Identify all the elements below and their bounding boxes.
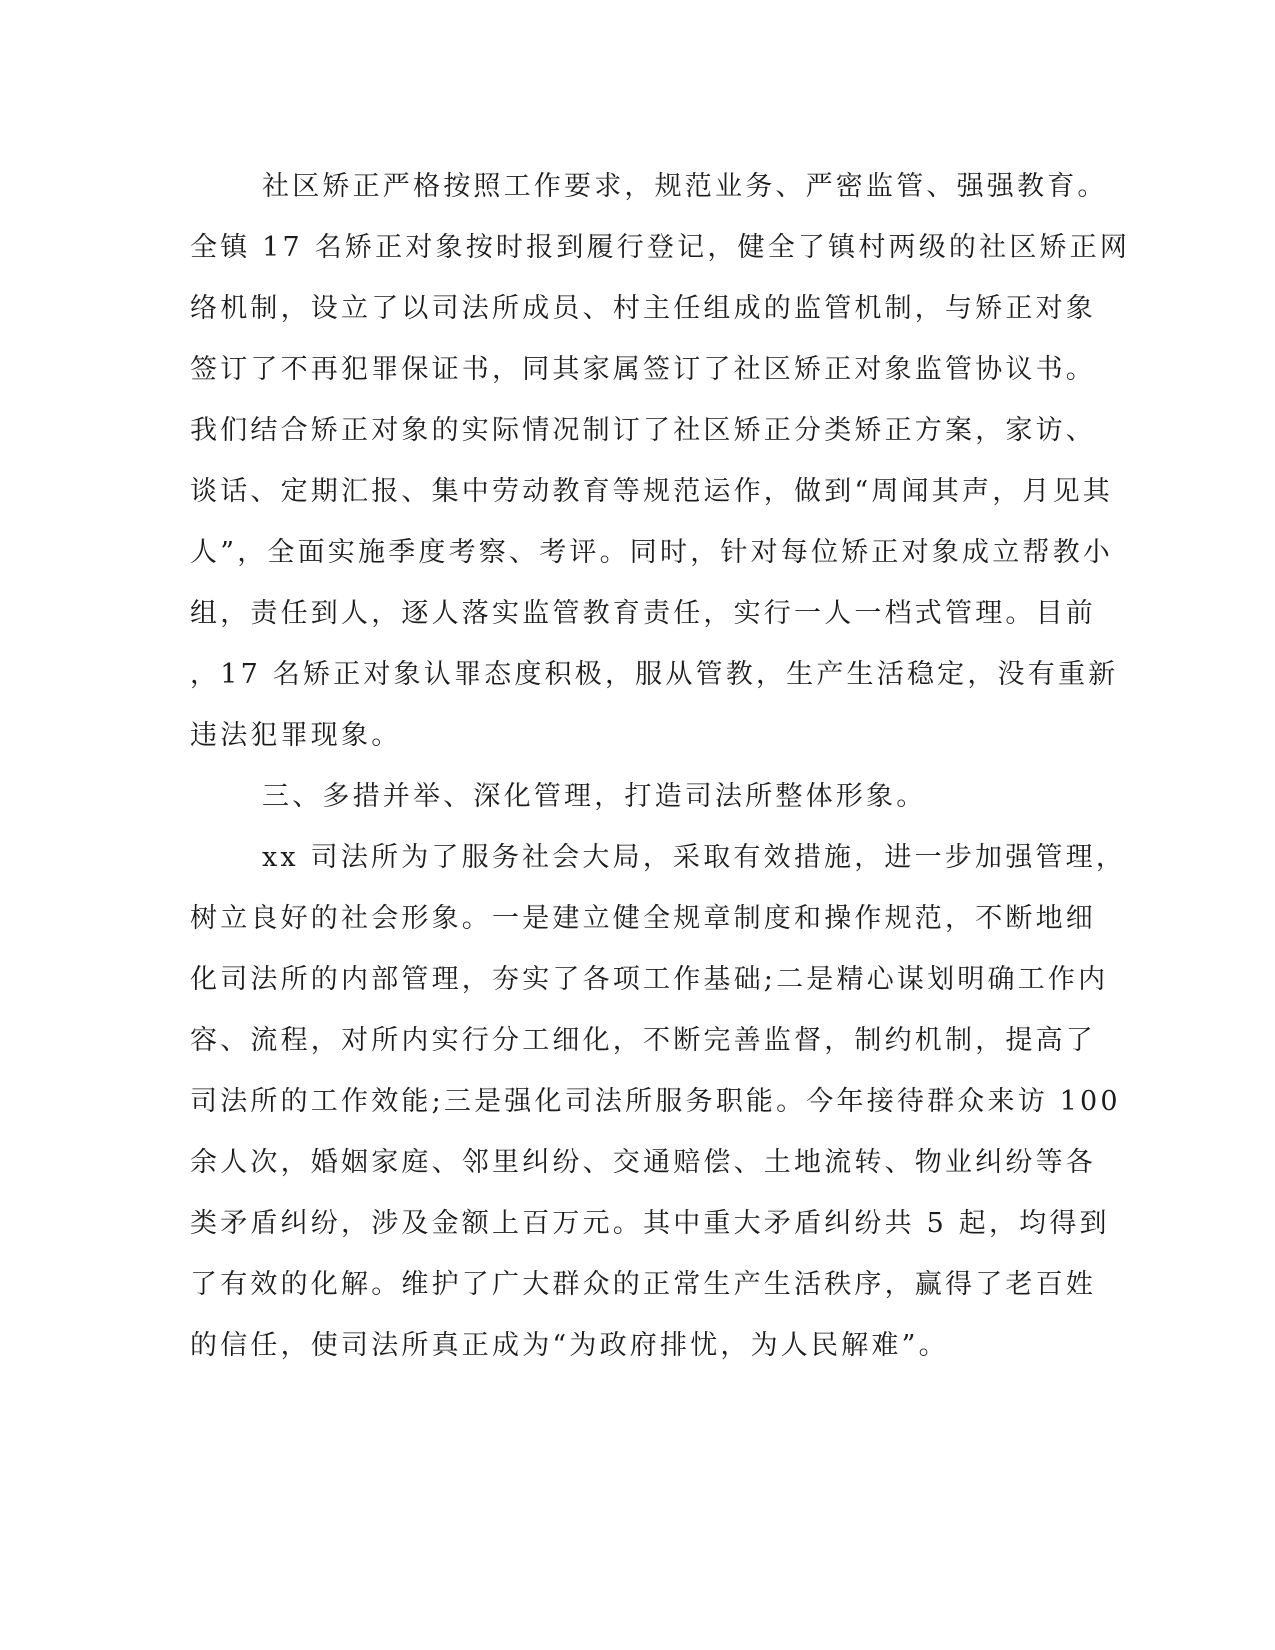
paragraph-2-line-4: 容、流程，对所内实行分工细化，不断完善监督，制约机制，提高了 (190, 1025, 1096, 1056)
paragraph-1-line-3: 络机制，设立了以司法所成员、村主任组成的监管机制，与矫正对象 (190, 293, 1096, 324)
paragraph-1-line-6: 谈话、定期汇报、集中劳动教育等规范运作，做到“周闻其声，月见其 (190, 476, 1114, 507)
paragraph-2-line-8: 了有效的化解。维护了广大群众的正常生产生活秩序，赢得了老百姓 (190, 1269, 1096, 1300)
paragraph-1-line-1: 社区矫正严格按照工作要求，规范业务、严密监管、强强教育。 (262, 171, 1108, 202)
paragraph-1-line-10: 违法犯罪现象。 (190, 720, 402, 751)
paragraph-1-line-9: ，17 名矫正对象认罪态度积极，服从管教，生产生活稳定，没有重新 (190, 659, 1119, 690)
paragraph-1-line-5: 我们结合矫正对象的实际情况制订了社区矫正分类矫正方案，家访、 (190, 415, 1096, 446)
paragraph-1-line-7: 人”，全面实施季度考察、考评。同时，针对每位矫正对象成立帮教小 (190, 537, 1114, 568)
paragraph-1-line-4: 签订了不再犯罪保证书，同其家属签订了社区矫正对象监管协议书。 (190, 354, 1096, 385)
paragraph-2-line-6: 余人次，婚姻家庭、邻里纠纷、交通赔偿、土地流转、物业纠纷等各 (190, 1147, 1096, 1178)
paragraph-2-line-2: 树立良好的社会形象。一是建立健全规章制度和操作规范，不断地细 (190, 903, 1096, 934)
body-text (190, 156, 1131, 1376)
paragraph-2-line-7: 类矛盾纠纷，涉及金额上百万元。其中重大矛盾纠纷共 5 起，均得到 (190, 1208, 1110, 1239)
section-heading: 三、多措并举、深化管理，打造司法所整体形象。 (262, 781, 927, 812)
paragraph-1-line-8: 组，责任到人，逐人落实监管教育责任，实行一人一档式管理。目前 (190, 598, 1096, 629)
paragraph-2-line-1: xx 司法所为了服务社会大局，采取有效措施，进一步加强管理， (262, 842, 1127, 873)
paragraph-2-line-5: 司法所的工作效能;三是强化司法所服务职能。今年接待群众来访 100 (190, 1086, 1121, 1117)
paragraph-2-line-3: 化司法所的内部管理，夯实了各项工作基础;二是精心谋划明确工作内 (190, 964, 1109, 995)
paragraph-1-line-2: 全镇 17 名矫正对象按时报到履行登记，健全了镇村两级的社区矫正网 (190, 232, 1131, 263)
paragraph-2-line-9: 的信任，使司法所真正成为“为政府排忧，为人民解难”。 (190, 1330, 949, 1361)
